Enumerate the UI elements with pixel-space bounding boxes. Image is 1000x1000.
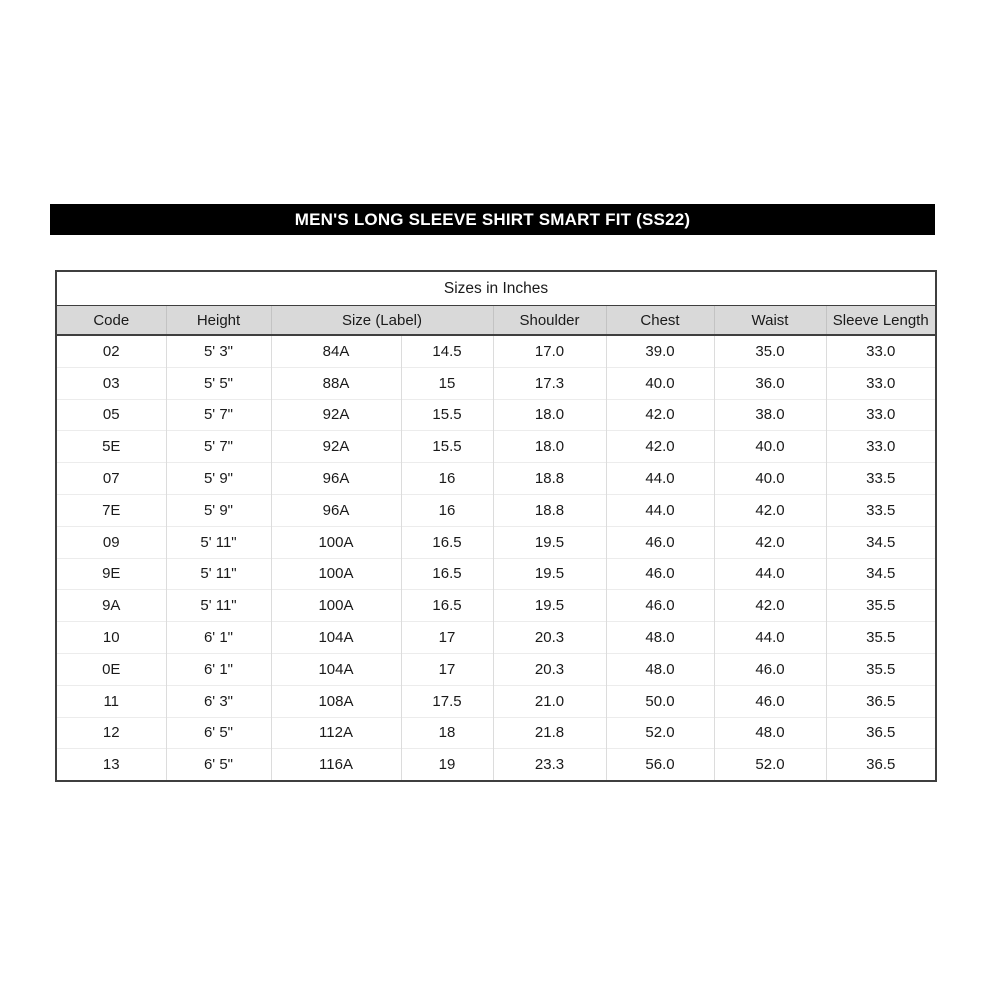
- table-cell: 42.0: [714, 590, 826, 622]
- table-cell: 40.0: [714, 431, 826, 463]
- table-cell: 23.3: [493, 749, 606, 781]
- page-title: MEN'S LONG SLEEVE SHIRT SMART FIT (SS22): [294, 209, 691, 229]
- table-cell: 5' 11": [166, 590, 271, 622]
- table-cell: 48.0: [714, 717, 826, 749]
- table-cell: 108A: [271, 685, 401, 717]
- table-cell: 13: [56, 749, 166, 781]
- table-cell: 33.0: [826, 367, 936, 399]
- column-header: Height: [166, 306, 271, 336]
- table-cell: 17.3: [493, 367, 606, 399]
- table-row: [56, 622, 936, 654]
- table-cell: 6' 1": [166, 653, 271, 685]
- table-cell: 96A: [271, 463, 401, 495]
- table-cell: 104A: [271, 622, 401, 654]
- table-cell: 35.5: [826, 653, 936, 685]
- table-cell: 38.0: [714, 399, 826, 431]
- table-cell: 33.0: [826, 399, 936, 431]
- table-cell: 34.5: [826, 558, 936, 590]
- table-cell: 17: [401, 653, 493, 685]
- table-cell: 33.5: [826, 463, 936, 495]
- table-cell: 33.0: [826, 335, 936, 367]
- table-row: [56, 558, 936, 590]
- table-cell: 10: [56, 622, 166, 654]
- table-cell: 17.0: [493, 335, 606, 367]
- table-row: [56, 717, 936, 749]
- table-cell: 18: [401, 717, 493, 749]
- table-cell: 116A: [271, 749, 401, 781]
- table-cell: 6' 5": [166, 749, 271, 781]
- table-cell: 100A: [271, 590, 401, 622]
- table-cell: 44.0: [714, 558, 826, 590]
- table-cell: 42.0: [714, 526, 826, 558]
- table-cell: 5' 9": [166, 463, 271, 495]
- table-cell: 5' 9": [166, 494, 271, 526]
- table-cell: 33.0: [826, 431, 936, 463]
- table-cell: 5' 11": [166, 558, 271, 590]
- table-cell: 16.5: [401, 526, 493, 558]
- table-cell: 9E: [56, 558, 166, 590]
- table-cell: 17: [401, 622, 493, 654]
- table-cell: 19.5: [493, 558, 606, 590]
- table-cell: 21.8: [493, 717, 606, 749]
- title-banner: [50, 204, 935, 235]
- table-cell: 92A: [271, 431, 401, 463]
- table-cell: 40.0: [714, 463, 826, 495]
- table-caption: Sizes in Inches: [56, 271, 936, 306]
- column-header: Chest: [606, 306, 714, 336]
- table-cell: 46.0: [606, 526, 714, 558]
- table-cell: 100A: [271, 526, 401, 558]
- table-cell: 35.5: [826, 622, 936, 654]
- column-header: Waist: [714, 306, 826, 336]
- table-cell: 52.0: [606, 717, 714, 749]
- table-row: [56, 526, 936, 558]
- table-cell: 36.5: [826, 685, 936, 717]
- table-row: [56, 494, 936, 526]
- table-cell: 48.0: [606, 622, 714, 654]
- table-row: [56, 653, 936, 685]
- table-row: [56, 685, 936, 717]
- table-cell: 100A: [271, 558, 401, 590]
- table-cell: 46.0: [714, 685, 826, 717]
- table-cell: 42.0: [606, 431, 714, 463]
- table-cell: 96A: [271, 494, 401, 526]
- table-cell: 42.0: [606, 399, 714, 431]
- table-cell: 46.0: [606, 590, 714, 622]
- table-row: [56, 399, 936, 431]
- table-cell: 15.5: [401, 399, 493, 431]
- column-header: Sleeve Length: [826, 306, 936, 336]
- table-cell: 17.5: [401, 685, 493, 717]
- table-cell: 48.0: [606, 653, 714, 685]
- table-cell: 35.5: [826, 590, 936, 622]
- table-cell: 16: [401, 494, 493, 526]
- table-row: [56, 590, 936, 622]
- table-cell: 39.0: [606, 335, 714, 367]
- table-cell: 15: [401, 367, 493, 399]
- table-cell: 03: [56, 367, 166, 399]
- table-cell: 33.5: [826, 494, 936, 526]
- table-row: [56, 463, 936, 495]
- size-chart-table: [55, 270, 937, 782]
- table-caption-row: [56, 271, 936, 306]
- table-cell: 20.3: [493, 622, 606, 654]
- table-cell: 5' 5": [166, 367, 271, 399]
- table-cell: 44.0: [714, 622, 826, 654]
- table-cell: 18.0: [493, 399, 606, 431]
- table-cell: 21.0: [493, 685, 606, 717]
- table-cell: 46.0: [606, 558, 714, 590]
- table-cell: 19.5: [493, 590, 606, 622]
- column-header: Code: [56, 306, 166, 336]
- table-cell: 11: [56, 685, 166, 717]
- table-cell: 12: [56, 717, 166, 749]
- table-cell: 104A: [271, 653, 401, 685]
- table-cell: 56.0: [606, 749, 714, 781]
- table-cell: 15.5: [401, 431, 493, 463]
- table-cell: 92A: [271, 399, 401, 431]
- table-cell: 36.0: [714, 367, 826, 399]
- table-row: [56, 431, 936, 463]
- table-cell: 02: [56, 335, 166, 367]
- table-cell: 5' 7": [166, 431, 271, 463]
- table-cell: 40.0: [606, 367, 714, 399]
- table-cell: 50.0: [606, 685, 714, 717]
- table-cell: 20.3: [493, 653, 606, 685]
- table-cell: 5' 11": [166, 526, 271, 558]
- table-cell: 16: [401, 463, 493, 495]
- table-cell: 6' 1": [166, 622, 271, 654]
- table-cell: 18.8: [493, 494, 606, 526]
- table-cell: 14.5: [401, 335, 493, 367]
- table-cell: 07: [56, 463, 166, 495]
- table-row: [56, 335, 936, 367]
- table-cell: 35.0: [714, 335, 826, 367]
- table-cell: 9A: [56, 590, 166, 622]
- table-row: [56, 749, 936, 781]
- table-cell: 19.5: [493, 526, 606, 558]
- table-cell: 7E: [56, 494, 166, 526]
- table-cell: 36.5: [826, 717, 936, 749]
- table-cell: 19: [401, 749, 493, 781]
- table-cell: 16.5: [401, 590, 493, 622]
- table-cell: 42.0: [714, 494, 826, 526]
- table-cell: 5' 7": [166, 399, 271, 431]
- table-cell: 09: [56, 526, 166, 558]
- table-cell: 88A: [271, 367, 401, 399]
- column-header: Shoulder: [493, 306, 606, 336]
- table-cell: 84A: [271, 335, 401, 367]
- table-cell: 18.8: [493, 463, 606, 495]
- table-cell: 44.0: [606, 463, 714, 495]
- table-cell: 05: [56, 399, 166, 431]
- table-cell: 6' 3": [166, 685, 271, 717]
- table-cell: 52.0: [714, 749, 826, 781]
- table-cell: 5' 3": [166, 335, 271, 367]
- column-header: Size (Label): [271, 306, 493, 336]
- table-cell: 16.5: [401, 558, 493, 590]
- table-cell: 46.0: [714, 653, 826, 685]
- table-header-row: [56, 306, 936, 336]
- table-cell: 5E: [56, 431, 166, 463]
- table-cell: 6' 5": [166, 717, 271, 749]
- table-cell: 44.0: [606, 494, 714, 526]
- table-cell: 36.5: [826, 749, 936, 781]
- table-cell: 0E: [56, 653, 166, 685]
- table-row: [56, 367, 936, 399]
- table-cell: 34.5: [826, 526, 936, 558]
- table-cell: 112A: [271, 717, 401, 749]
- table-cell: 18.0: [493, 431, 606, 463]
